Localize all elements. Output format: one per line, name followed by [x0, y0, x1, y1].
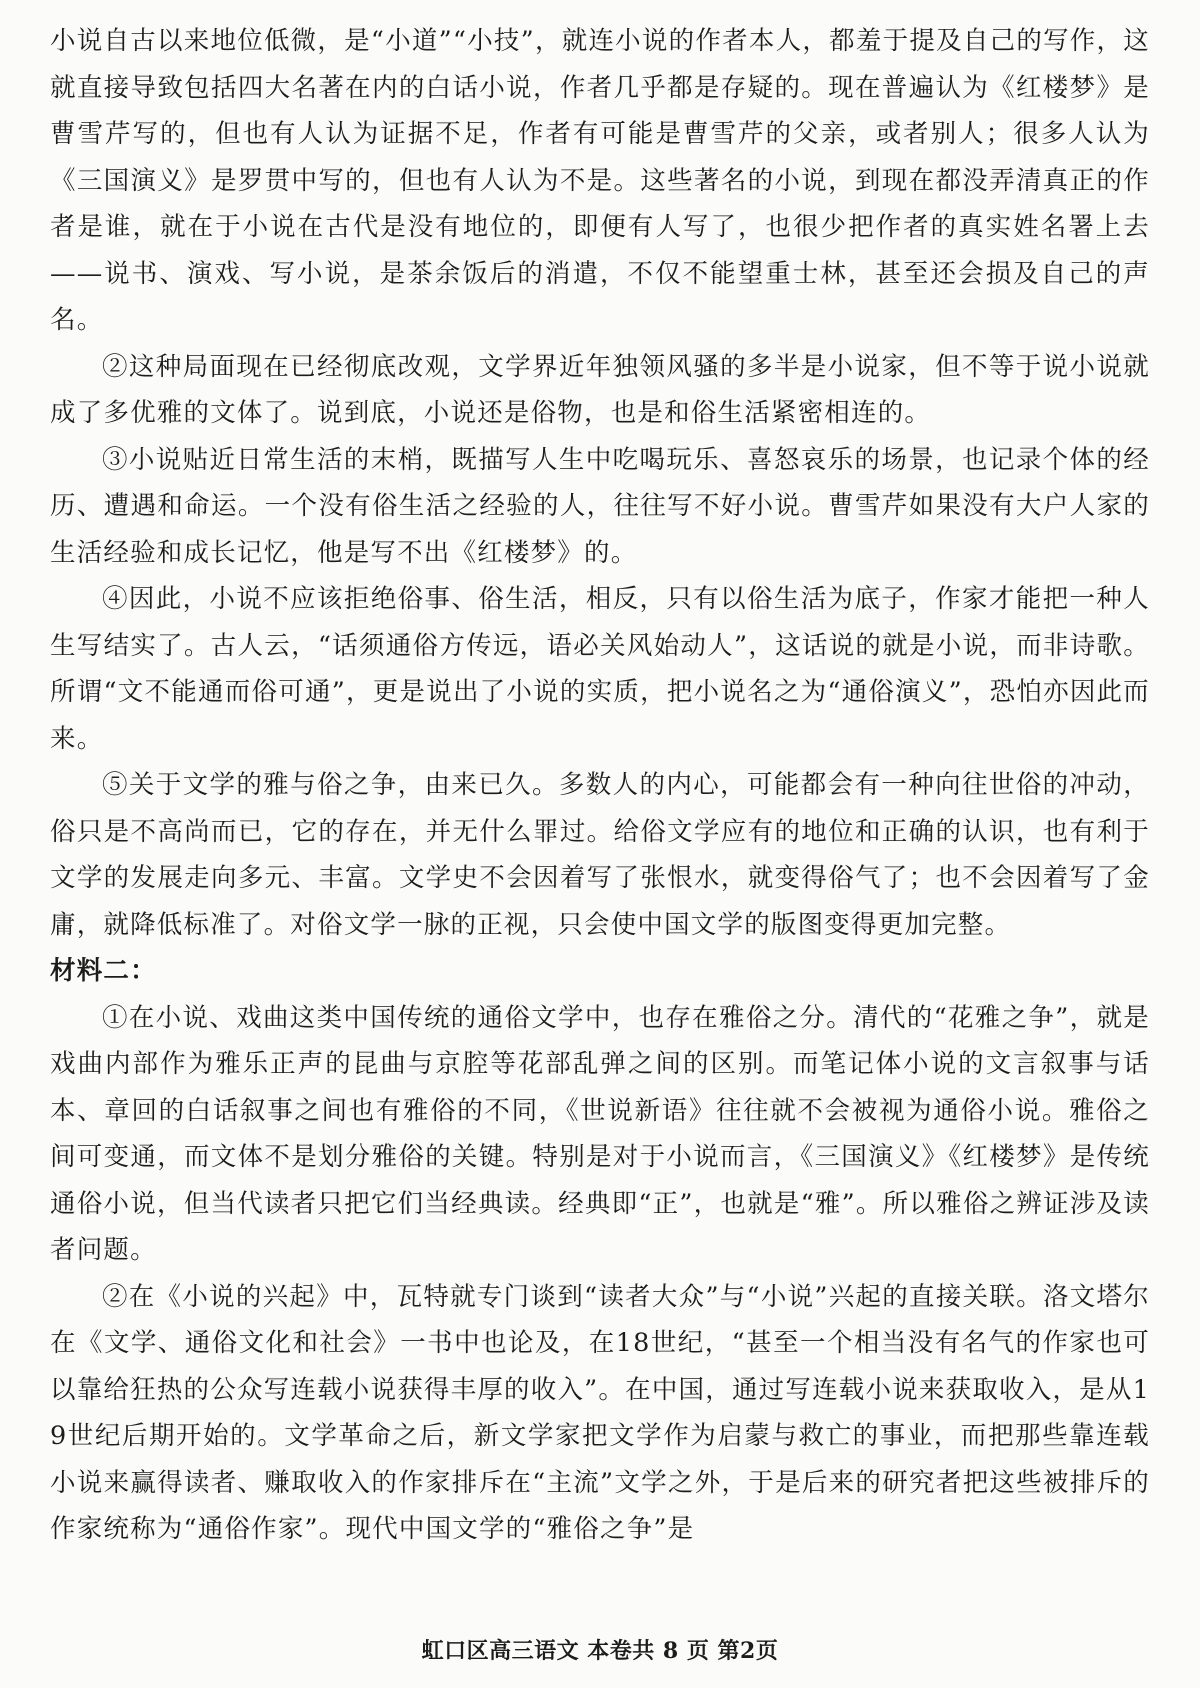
paragraph-5: ⑤关于文学的雅与俗之争，由来已久。多数人的内心，可能都会有一种向往世俗的冲动，俗只是不高尚而已，它的存在，并无什么罪过。给俗文学应有的地位和正确的认识，也有利于文学的发展走向多元、丰富。文学史不会因着写了张恨水，就变得俗气了；也不会因着写了金庸，就降低标准了。对俗文学一脉的正视，只会使中国文学的版图变得更加完整。 [50, 770, 1150, 940]
paragraph-3: ③小说贴近日常生活的末梢，既描写人生中吃喝玩乐、喜怒哀乐的场景，也记录个体的经历、遭遇和命运。一个没有俗生活之经验的人，往往写不好小说。曹雪芹如果没有大户人家的生活经验和成长记忆，他是写不出《红楼梦》的。 [50, 444, 1150, 568]
paragraph-1-continuation: 小说自古以来地位低微，是“小道”“小技”，就连小说的作者本人，都羞于提及自己的写作，这就直接导致包括四大名著在内的白话小说，作者几乎都是存疑的。现在普遍认为《红楼梦》是曹雪芹写的，但也有人认为证据不足，作者有可能是曹雪芹的父亲，或者别人；很多人认为《三国演义》是罗贯中写的，但也有人认为不是。这些著名的小说，到现在都没弄清真正的作者是谁，就在于小说在古代是没有地位的，即便有人写了，也很少把作者的真实姓名署上去——说书、演戏、写小说，是茶余饭后的消遣，不仅不能望重士林，甚至还会损及自己的声名。 [50, 26, 1150, 335]
material-2-paragraph-1: ①在小说、戏曲这类中国传统的通俗文学中，也存在雅俗之分。清代的“花雅之争”，就是戏曲内部作为雅乐正声的昆曲与京腔等花部乱弹之间的区别。而笔记体小说的文言叙事与话本、章回的白话叙事之间也有雅俗的不同，《世说新语》往往就不会被视为通俗小说。雅俗之间可变通，而文体不是划分雅俗的关键。特别是对于小说而言，《三国演义》《红楼梦》是传统通俗小说，但当代读者只把它们当经典读。经典即“正”，也就是“雅”。所以雅俗之辨证涉及读者问题。 [50, 1002, 1150, 1265]
page-footer: 虹口区高三语文 本卷共 8 页 第2页 [421, 1638, 779, 1664]
section-title-material-2: 材料二： [50, 956, 157, 986]
page-content [50, 18, 1150, 1553]
material-2-paragraph-2: ②在《小说的兴起》中，瓦特就专门谈到“读者大众”与“小说”兴起的直接关联。洛文塔尔在《文学、通俗文化和社会》一书中也论及，在18世纪，“甚至一个相当没有名气的作家也可以靠给狂热的公众写连载小说获得丰厚的收入”。在中国，通过写连载小说来获取收入，是从19世纪后期开始的。文学革命之后，新文学家把文学作为启蒙与救亡的事业，而把那些靠连载小说来赢得读者、赚取收入的作家排斥在“主流”文学之外，于是后来的研究者把这些被排斥的作家统称为“通俗作家”。现代中国文学的“雅俗之争”是 [50, 1281, 1150, 1544]
paragraph-2: ②这种局面现在已经彻底改观，文学界近年独领风骚的多半是小说家，但不等于说小说就成了多优雅的文体了。说到底，小说还是俗物，也是和俗生活紧密相连的。 [50, 351, 1150, 428]
paragraph-4: ④因此，小说不应该拒绝俗事、俗生活，相反，只有以俗生活为底子，作家才能把一种人生写结实了。古人云，“话须通俗方传远，语必关风始动人”，这话说的就是小说，而非诗歌。所谓“文不能通而俗可通”，更是说出了小说的实质，把小说名之为“通俗演义”，恐怕亦因此而来。 [50, 584, 1150, 754]
